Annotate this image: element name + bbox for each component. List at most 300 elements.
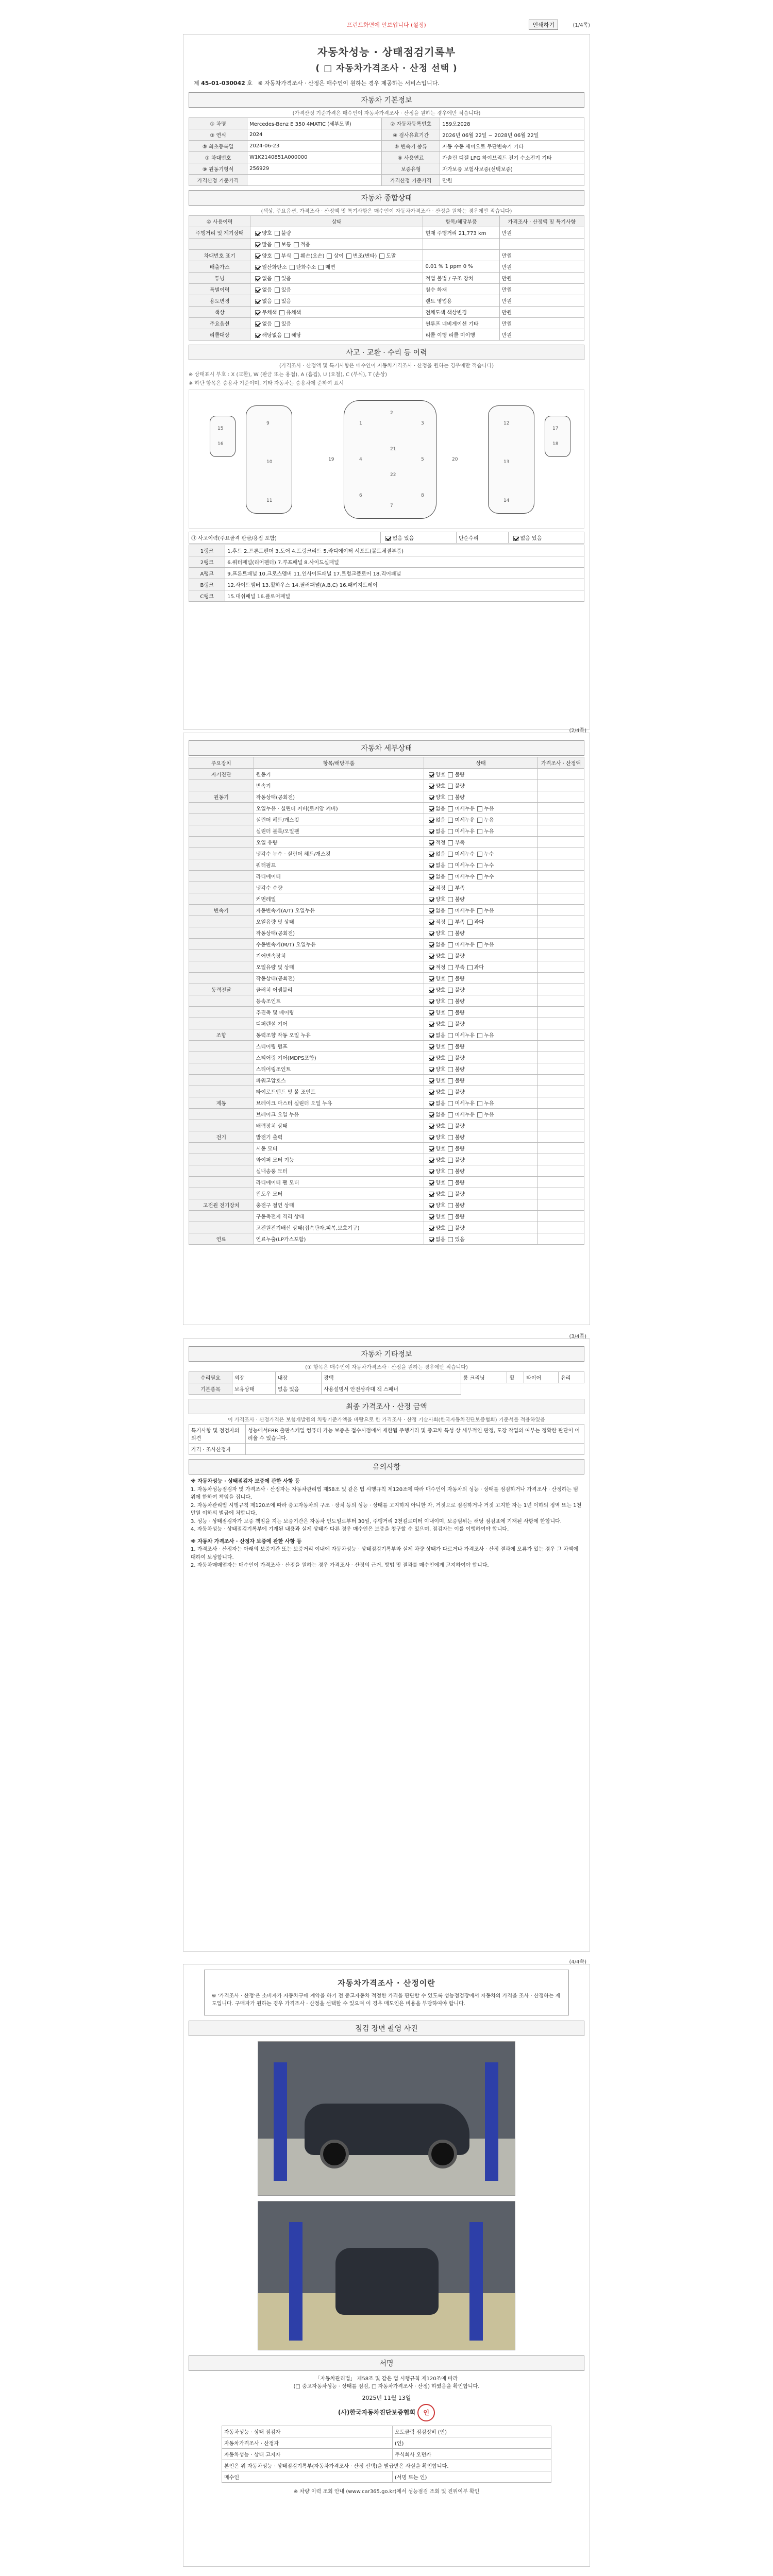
- checkbox: [275, 299, 280, 304]
- detail-price: [538, 1222, 584, 1233]
- summary-row: [189, 227, 584, 239]
- price-officer-value: [246, 1444, 584, 1455]
- checkbox: [448, 1214, 453, 1219]
- checkbox: [429, 1180, 434, 1185]
- detail-row: [189, 882, 584, 893]
- summary-col-header: 항목/해당부품: [423, 216, 499, 227]
- detail-device: [189, 927, 254, 939]
- detail-price: [538, 1120, 584, 1131]
- summary-detail: [423, 250, 499, 261]
- basic-cell: 자동 수동 세미오토 무단변속기 기타: [440, 141, 584, 152]
- detail-state: 적정 부족 과다: [424, 961, 538, 973]
- car-part-label: 7: [390, 503, 393, 509]
- detail-state: 없음 미세누유 누유: [424, 1097, 538, 1109]
- detail-state: 적정 부족: [424, 837, 538, 848]
- detail-state: 없음 미세누수 누수: [424, 871, 538, 882]
- checkbox: [448, 920, 453, 925]
- detail-price: [538, 1029, 584, 1041]
- detail-item: 원동기: [254, 769, 424, 780]
- detail-price: [538, 1018, 584, 1029]
- detail-device: [189, 1120, 254, 1131]
- detail-item: 실린더 블록/오일팬: [254, 825, 424, 837]
- detail-item: 실린더 헤드/개스킷: [254, 814, 424, 825]
- checkbox: [477, 1033, 482, 1038]
- detail-row: [189, 1154, 584, 1165]
- summary-state: 많음 보통 적음: [250, 239, 423, 250]
- checkbox: [429, 1067, 434, 1072]
- checkbox: [448, 795, 453, 800]
- sign-text-1: 「자동차관리법」 제58조 및 같은 법 시행규칙 제120조에 따라: [315, 2376, 458, 2382]
- checkbox: [429, 1124, 434, 1129]
- detail-col-header: 항목/해당부품: [254, 757, 424, 769]
- etc-cell: 외장: [232, 1372, 275, 1383]
- checkbox: [318, 265, 324, 270]
- detail-row: [189, 1041, 584, 1052]
- summary-row: [189, 250, 584, 261]
- summary-detail: 적법 불법 / 구조 장치: [423, 273, 499, 284]
- detail-state: 적정 부족: [424, 882, 538, 893]
- detail-item: 오일유량 및 상태: [254, 961, 424, 973]
- detail-item: 고전원전기배선 상태(접속단자,피복,보호기구): [254, 1222, 424, 1233]
- checkbox: [429, 818, 434, 823]
- sign-footer: ※ 차량 이력 조회 안내 (www.car365.go.kr)에서 성능점검 조회 및 진위여부 확인: [293, 2489, 480, 2495]
- car-part-label: 6: [359, 493, 362, 498]
- checkbox: [429, 1033, 434, 1038]
- checkbox: [448, 1033, 453, 1038]
- detail-state: 없음 미세누유 누유: [424, 1109, 538, 1120]
- detail-item: 등속조인트: [254, 995, 424, 1007]
- summary-state: 일산화탄소 탄화수소 매연: [250, 261, 423, 273]
- car-part-label: 8: [421, 493, 424, 498]
- detail-price: [538, 791, 584, 803]
- page-number-3: (3/4쪽): [569, 1334, 586, 1340]
- basic-cell: ⑦ 차대번호: [189, 152, 247, 163]
- basic-info-table: [189, 117, 584, 186]
- basic-row: [189, 141, 584, 152]
- basic-cell: 가격산정 기준가격: [189, 175, 247, 186]
- summary-header: 자동차 종합상태: [189, 190, 584, 206]
- detail-device: [189, 1154, 254, 1165]
- opinion-label: 특기사항 및 점검자의 의견: [189, 1425, 246, 1444]
- etc-cell: 기본품목: [189, 1383, 232, 1395]
- frame-rank: B랭크: [189, 579, 225, 590]
- summary-state: 없음 있음: [250, 295, 423, 307]
- detail-row: [189, 1211, 584, 1222]
- frame-rank: 1랭크: [189, 545, 225, 556]
- detail-item: 스티어링조인트: [254, 1063, 424, 1075]
- sign-org: (사)한국자동차진단보증협회 인: [183, 2404, 590, 2421]
- basic-cell: 자가보증 보험사보증(선택보증): [440, 163, 584, 175]
- basic-cell: ③ 연식: [189, 129, 247, 141]
- sign-r5: 매수인: [222, 2471, 393, 2483]
- summary-price: 만원: [499, 307, 584, 318]
- detail-price: [538, 803, 584, 814]
- checkbox: [448, 1237, 453, 1242]
- summary-row: [189, 273, 584, 284]
- summary-state: 해당없음 해당: [250, 329, 423, 341]
- detail-item: 스티어링 기어(MDPS포함): [254, 1052, 424, 1063]
- checkbox: [448, 886, 453, 891]
- summary-table: [189, 215, 584, 341]
- detail-state: 양호 불량: [424, 950, 538, 961]
- summary-state: 없음 있음: [250, 273, 423, 284]
- checkbox: [429, 1192, 434, 1197]
- accident-header: 사고 · 교환 · 수리 등 이력: [189, 345, 584, 360]
- detail-device: 자기진단: [189, 769, 254, 780]
- legend-2: ※ 하단 항목은 승용차 기준이며, 기타 자동차는 승용차에 준하여 표시: [189, 381, 344, 386]
- detail-item: 커먼레일: [254, 893, 424, 905]
- org-stamp: 인: [417, 2404, 435, 2421]
- detail-row: [189, 803, 584, 814]
- frame-parts: 9.프론트패널 10.크로스멤버 11.인사이드패널 17.트렁크플로어 18.리어패널: [225, 568, 584, 579]
- detail-row: [189, 859, 584, 871]
- detail-price: [538, 1097, 584, 1109]
- car-part-label: 13: [503, 460, 510, 465]
- detail-price: [538, 1233, 584, 1245]
- checkbox: [275, 242, 280, 247]
- summary-row: [189, 239, 584, 250]
- summary-item: 배출가스: [189, 261, 250, 273]
- summary-price: 만원: [499, 318, 584, 329]
- checkbox: [429, 965, 434, 970]
- page-number-2: (2/4쪽): [569, 728, 586, 734]
- basic-cell: [247, 175, 382, 186]
- detail-item: 워터펌프: [254, 859, 424, 871]
- detail-row: [189, 1063, 584, 1075]
- detail-price: [538, 859, 584, 871]
- detail-device: [189, 882, 254, 893]
- detail-item: 디퍼렌셜 기어: [254, 1018, 424, 1029]
- detail-device: [189, 1177, 254, 1188]
- checkbox: [429, 806, 434, 811]
- accident-status-table: [189, 532, 584, 544]
- detail-state: 양호 불량: [424, 780, 538, 791]
- checkbox: [448, 1158, 453, 1163]
- car-part-label: 11: [266, 498, 273, 503]
- detail-row: [189, 950, 584, 961]
- detail-device: [189, 1222, 254, 1233]
- checkbox: [448, 1124, 453, 1129]
- checkbox: [429, 976, 434, 981]
- simple-repair-value: 없음 있음: [509, 532, 584, 544]
- detail-row: [189, 973, 584, 984]
- detail-state: 양호 불량: [424, 791, 538, 803]
- etc-cell: 타이어: [524, 1372, 559, 1383]
- detail-price: [538, 814, 584, 825]
- summary-state: 양호 부식 훼손(오손) 상이 변조(변타) 도말: [250, 250, 423, 261]
- detail-device: [189, 1165, 254, 1177]
- detail-state: 없음 있음: [424, 1233, 538, 1245]
- car-part-label: 21: [390, 447, 396, 452]
- detail-device: 연료: [189, 1233, 254, 1245]
- summary-item: 특별이력: [189, 284, 250, 295]
- detail-price: [538, 1109, 584, 1120]
- checkbox: [429, 795, 434, 800]
- detail-state: 양호 불량: [424, 1177, 538, 1188]
- detail-price: [538, 939, 584, 950]
- detail-item: 작동상태(공회전): [254, 791, 424, 803]
- summary-price: 만원: [499, 284, 584, 295]
- frame-row: [189, 579, 584, 590]
- detail-device: [189, 825, 254, 837]
- detail-device: [189, 780, 254, 791]
- checkbox: [448, 1056, 453, 1061]
- page-number: (1/4쪽): [573, 23, 590, 28]
- summary-row: [189, 318, 584, 329]
- basic-cell: ⑥ 변속기 종류: [382, 141, 440, 152]
- checkbox: [346, 253, 351, 259]
- summary-detail: 리콜 이행 리콜 미이행: [423, 329, 499, 341]
- detail-price: [538, 837, 584, 848]
- caution-p3: 3. 성능 · 상태점검자가 보증 책임을 지는 보증기간은 자동차 인도일로부터 30일, 주행거리 2천킬로미터 이내이며, 보증범위는 해당 점검표에 기재된 사항에 한합니다.: [191, 1518, 562, 1524]
- checkbox: [429, 784, 434, 789]
- detail-price: [538, 916, 584, 927]
- frame-rank: 2랭크: [189, 556, 225, 568]
- detail-price: [538, 1131, 584, 1143]
- detail-state: 양호 불량: [424, 1075, 538, 1086]
- checkbox: [448, 1180, 453, 1185]
- detail-device: [189, 1052, 254, 1063]
- basic-cell: 256929: [247, 163, 382, 175]
- basic-cell: 2026년 06월 22일 ~ 2028년 06월 22일: [440, 129, 584, 141]
- detail-row: [189, 961, 584, 973]
- checkbox: [448, 784, 453, 789]
- detail-row: [189, 1233, 584, 1245]
- checkbox: [255, 310, 260, 315]
- checkbox: [275, 321, 280, 327]
- checkbox: [429, 920, 434, 925]
- basic-cell: 가솔린 디젤 LPG 하이브리드 전기 수소전기 기타: [440, 152, 584, 163]
- basic-cell: ⑧ 사용연료: [382, 152, 440, 163]
- detail-device: [189, 1007, 254, 1018]
- detail-state: 없음 미세누수 누수: [424, 859, 538, 871]
- detail-row: [189, 814, 584, 825]
- inspection-photo-2: [258, 2201, 515, 2350]
- etc-cell: 내장: [275, 1372, 321, 1383]
- page-2: [183, 728, 590, 1325]
- detail-price: [538, 1177, 584, 1188]
- detail-price: [538, 1143, 584, 1154]
- detail-state: 양호 불량: [424, 995, 538, 1007]
- detail-price: [538, 905, 584, 916]
- record-number: 45-01-030042: [201, 80, 245, 87]
- checkbox: [279, 310, 284, 315]
- detail-price: [538, 893, 584, 905]
- checkbox: [448, 852, 453, 857]
- detail-device: [189, 814, 254, 825]
- checkbox: [477, 1112, 482, 1117]
- caution-h2: ※ 자동차 가격조사 · 산정자 보증에 관한 사항 등: [191, 1538, 302, 1545]
- checkbox: [448, 806, 453, 811]
- record-number-label: 제: [194, 80, 199, 87]
- etc-cell: 수리필요: [189, 1372, 232, 1383]
- detail-state: 없음 미세누유 누유: [424, 825, 538, 837]
- summary-price: 만원: [499, 273, 584, 284]
- checkbox: [448, 965, 453, 970]
- detail-item: 오일누유 · 실린더 커버(로커암 커버): [254, 803, 424, 814]
- basic-cell: 159오2028: [440, 118, 584, 129]
- summary-price: [499, 239, 584, 250]
- detail-device: 동력전달: [189, 984, 254, 995]
- detail-state: 없음 미세누유 누유: [424, 905, 538, 916]
- sign-r3-value: 주식회사 오던카: [392, 2449, 551, 2460]
- detail-row: [189, 837, 584, 848]
- detail-device: 변속기: [189, 905, 254, 916]
- frame-row: [189, 556, 584, 568]
- detail-state: 양호 불량: [424, 1007, 538, 1018]
- basic-cell: ⑤ 최초등록일: [189, 141, 247, 152]
- checkbox: [255, 242, 260, 247]
- frame-parts: 12.사이드멤버 13.휠하우스 14.필러패널(A,B,C) 16.패키지트레이: [225, 579, 584, 590]
- checkbox: [429, 897, 434, 902]
- summary-detail: [423, 239, 499, 250]
- summary-row: [189, 329, 584, 341]
- frame-row: [189, 568, 584, 579]
- summary-price: 만원: [499, 329, 584, 341]
- detail-price: [538, 882, 584, 893]
- checkbox: [429, 863, 434, 868]
- sign-text-2: (□ 중고자동차성능 · 상태를 점검, □ 자동차가격조사 · 산정) 하였음을 확인합니다.: [293, 2384, 480, 2389]
- checkbox: [429, 1146, 434, 1151]
- detail-state: 양호 불량: [424, 1222, 538, 1233]
- detail-item: 수동변속기(M/T) 오일누유: [254, 939, 424, 950]
- accident-label: ⑪ 사고이력(주요골격 판금/용접 포함): [189, 532, 381, 544]
- detail-price: [538, 769, 584, 780]
- summary-state: 무채색 유채색: [250, 307, 423, 318]
- checkbox: [448, 954, 453, 959]
- detail-price: [538, 950, 584, 961]
- basic-row: [189, 152, 584, 163]
- detail-state: 양호 불량: [424, 1131, 538, 1143]
- checkbox: [448, 999, 453, 1004]
- summary-col-header: ⑩ 사용이력: [189, 216, 250, 227]
- detail-state: 없음 미세누유 누유: [424, 1029, 538, 1041]
- detail-device: [189, 893, 254, 905]
- checkbox: [429, 840, 434, 845]
- checkbox: [255, 321, 260, 327]
- detail-state: 양호 불량: [424, 1052, 538, 1063]
- car-diagram: [189, 389, 584, 529]
- checkbox: [429, 1056, 434, 1061]
- checkbox: [290, 265, 295, 270]
- checkbox: [429, 1169, 434, 1174]
- detail-item: 기어변속장치: [254, 950, 424, 961]
- checkbox: [477, 863, 482, 868]
- car-part-label: 9: [266, 421, 270, 426]
- detail-state: 양호 불량: [424, 1086, 538, 1097]
- detail-item: 작동상태(공회전): [254, 973, 424, 984]
- checkbox: [448, 897, 453, 902]
- detail-row: [189, 1052, 584, 1063]
- detail-state: 양호 불량: [424, 1063, 538, 1075]
- summary-state: 없음 있음: [250, 284, 423, 295]
- detail-device: [189, 871, 254, 882]
- checkbox: [448, 1169, 453, 1174]
- summary-detail: 썬루프 네비게이션 기타: [423, 318, 499, 329]
- basic-cell: Mercedes-Benz E 350 4MATIC (세부모델): [247, 118, 382, 129]
- detail-price: [538, 1165, 584, 1177]
- etc-header: 자동차 기타정보: [189, 1346, 584, 1362]
- detail-device: [189, 859, 254, 871]
- summary-item: 용도변경: [189, 295, 250, 307]
- checkbox: [448, 908, 453, 913]
- detail-row: [189, 1120, 584, 1131]
- detail-item: 오일 유량: [254, 837, 424, 848]
- etc-cell: 사용설명서 안전삼각대 잭 스패너: [322, 1383, 461, 1395]
- detail-state: 양호 불량: [424, 893, 538, 905]
- car-part-label: 5: [421, 457, 424, 462]
- car-front-view: [210, 416, 236, 457]
- checkbox: [448, 1022, 453, 1027]
- checkbox: [467, 965, 473, 970]
- basic-row: [189, 175, 584, 186]
- opinion-text: 성능에서ERR 출판스케일 컴퓨터 가능 보증은 접수시점에서 제한됨 주행거리 및 중고차 특성 상 세부적인 판정, 도장 작업의 여부는 정확한 판단이 어려울 수 있습니다.: [246, 1425, 584, 1444]
- checkbox: [448, 942, 453, 947]
- summary-col-header: 가격조사 · 산정액 및 특기사항: [499, 216, 584, 227]
- car-part-label: 2: [390, 411, 393, 416]
- detail-row: [189, 1188, 584, 1199]
- detail-state: 양호 불량: [424, 1199, 538, 1211]
- checkbox: [429, 1090, 434, 1095]
- frame-row: [189, 545, 584, 556]
- summary-item: 리콜대상: [189, 329, 250, 341]
- checkbox: [255, 299, 260, 304]
- checkbox: [379, 253, 384, 259]
- checkbox: [448, 818, 453, 823]
- checkbox: [448, 988, 453, 993]
- legend-1: ※ 상태표시 부호 : X (교환), W (판금 또는 용접), A (흠집), U (요철), C (부식), T (손상): [189, 372, 388, 378]
- detail-row: [189, 916, 584, 927]
- detail-item: 냉각수 누수 · 실린더 헤드/개스킷: [254, 848, 424, 859]
- checkbox: [429, 1101, 434, 1106]
- car-part-label: 3: [421, 421, 424, 426]
- opinion-table: [189, 1424, 584, 1455]
- detail-table: [189, 757, 584, 1245]
- checkbox: [429, 772, 434, 777]
- detail-row: [189, 1029, 584, 1041]
- basic-cell: 만원: [440, 175, 584, 186]
- car-part-label: 18: [552, 442, 559, 447]
- car-part-label: 20: [452, 457, 458, 462]
- checkbox: [429, 954, 434, 959]
- detail-price: [538, 825, 584, 837]
- checkbox: [429, 1203, 434, 1208]
- detail-device: [189, 916, 254, 927]
- sign-r5-value: (서명 또는 인): [392, 2471, 551, 2483]
- checkbox: [429, 1022, 434, 1027]
- checkbox: [275, 231, 280, 236]
- checkbox: [448, 1192, 453, 1197]
- detail-state: 양호 불량: [424, 1188, 538, 1199]
- detail-item: 스티어링 펌프: [254, 1041, 424, 1052]
- photos-header: 점검 장면 촬영 사진: [189, 2021, 584, 2036]
- basic-cell: ⑨ 원동기형식: [189, 163, 247, 175]
- checkbox: [477, 818, 482, 823]
- detail-item: 냉각수 수량: [254, 882, 424, 893]
- detail-row: [189, 1199, 584, 1211]
- etc-row: [189, 1372, 584, 1383]
- detail-price: [538, 780, 584, 791]
- print-button[interactable]: 인쇄하기: [529, 20, 558, 30]
- inspection-photo-1: [258, 2041, 515, 2196]
- detail-state: 양호 불량: [424, 984, 538, 995]
- frame-row: [189, 590, 584, 602]
- frame-rank: C랭크: [189, 590, 225, 602]
- frame-table: [189, 545, 584, 602]
- detail-price: [538, 1007, 584, 1018]
- detail-item: 브레이크 마스터 실린더 오일 누유: [254, 1097, 424, 1109]
- detail-device: [189, 961, 254, 973]
